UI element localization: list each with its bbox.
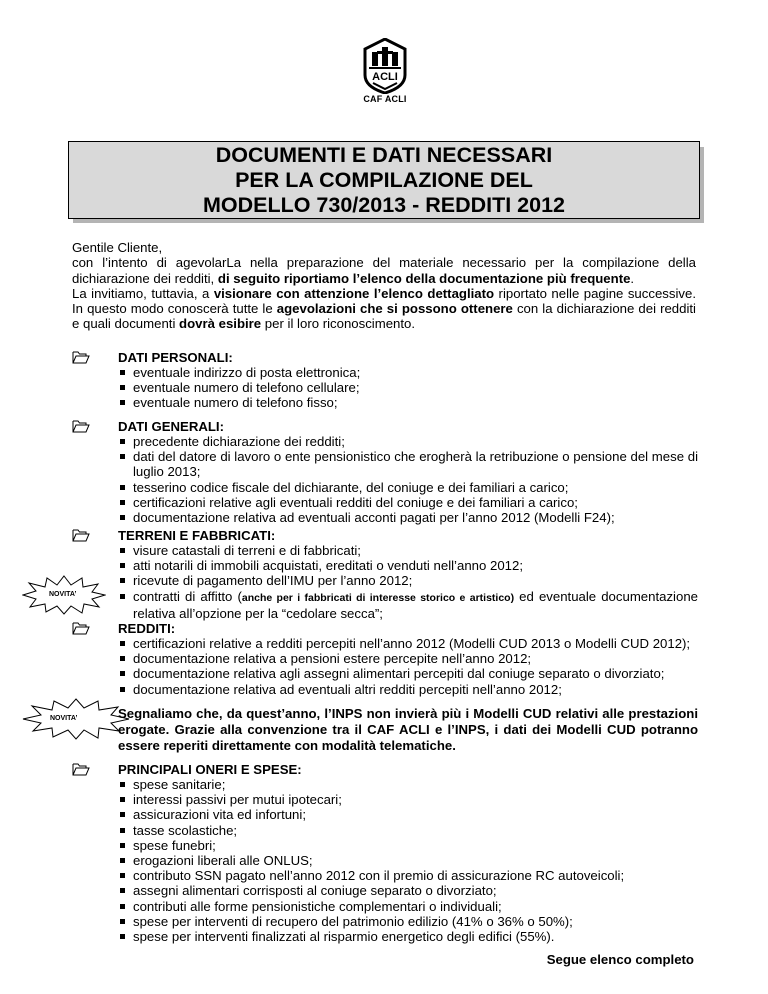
section-list: [118, 365, 698, 411]
list-item: tasse scolastiche;: [118, 823, 698, 838]
list-item: spese sanitarie;: [118, 777, 698, 792]
list-item: atti notarili di immobili acquistati, ereditati o venduti nell’anno 2012;: [118, 558, 698, 573]
acli-emblem-icon: [353, 38, 417, 94]
list-item: spese funebri;: [118, 838, 698, 853]
list-item: certificazioni relative agli eventuali redditi del coniuge e dei familiari a carico;: [118, 495, 698, 510]
caf-acli-logo: [353, 38, 417, 108]
list-item: tesserino codice fiscale del dichiarante, del coniuge e dei familiari a carico;: [118, 480, 698, 495]
intro-p2-emphasis-d: agevolazioni che si possono ottenere: [276, 301, 513, 317]
list-item: spese per interventi finalizzati al risparmio energetico degli edifici (55%).: [118, 929, 698, 944]
section-list: [118, 777, 698, 944]
folder-icon: [72, 762, 90, 776]
section-title: DATI PERSONALI:: [118, 350, 233, 365]
novita-label: NOVITA’: [49, 591, 77, 598]
svg-text:ACLI: ACLI: [372, 71, 398, 83]
list-item: certificazioni relative a redditi percepiti nell’anno 2012 (Modelli CUD 2013 o Modelli CUD 2012);: [118, 636, 698, 651]
folder-icon: [72, 621, 90, 635]
intro-p1-end: .: [630, 270, 635, 286]
intro-p2-emphasis-f: dovrà esibire: [179, 316, 262, 332]
logo-caption: CAF ACLI: [363, 94, 407, 104]
footer-note: Segue elenco completo: [546, 952, 694, 967]
list-item: ricevute di pagamento dell’IMU per l’anno 2012;: [118, 573, 698, 588]
section-title: PRINCIPALI ONERI E SPESE:: [118, 762, 302, 777]
item-text-a: contratti di affitto (: [133, 588, 242, 604]
list-item: interessi passivi per mutui ipotecari;: [118, 792, 698, 807]
intro-paragraph-2: [72, 286, 696, 332]
novita-badge-2: [22, 698, 130, 740]
list-item: contributo SSN pagato nell’anno 2012 con il premio di assicurazione RC autoveicoli;: [118, 868, 698, 883]
novita-badge-1: [22, 575, 106, 615]
intro-p2-emphasis-b: visionare con attenzione l’elenco dettagliato: [213, 285, 495, 301]
list-item: documentazione relativa ad eventuali altri redditi percepiti nell’anno 2012;: [118, 682, 698, 697]
item-text-c: ed eventuale documentazione relativa all’opzione per la “cedolare secca”;: [133, 588, 698, 621]
list-item: documentazione relativa agli assegni alimentari percepiti dal coniuge separato o divorziato;: [118, 666, 698, 681]
list-item: assicurazioni vita ed infortuni;: [118, 807, 698, 822]
list-item: contributi alle forme pensionistiche complementari o individuali;: [118, 899, 698, 914]
list-item: erogazioni liberali alle ONLUS;: [118, 853, 698, 868]
inps-note: Segnaliamo che, da quest’anno, l’INPS non invierà più i Modelli CUD relativi alle prestazioni erogate. Grazie alla convenzione tra il CAF ACLI e l’INPS, i dati dei Modelli CUD potranno essere reperiti direttamente con modalità telematiche.: [118, 706, 698, 753]
folder-icon: [72, 419, 90, 433]
list-item: documentazione relativa ad eventuali acconti pagati per l’anno 2012 (Modelli F24);: [118, 510, 698, 525]
list-item: eventuale numero di telefono cellulare;: [118, 380, 698, 395]
novita-label: NOVITA’: [50, 715, 78, 722]
folder-icon: [72, 350, 90, 364]
list-item: dati del datore di lavoro o ente pensionistico che erogherà la retribuzione o pensione del mese di luglio 2013;: [118, 449, 698, 479]
list-item: precedente dichiarazione dei redditi;: [118, 434, 698, 449]
list-item: assegni alimentari corrisposti al coniuge separato o divorziato;: [118, 883, 698, 898]
section-title: REDDITI:: [118, 621, 176, 636]
section-list: [118, 636, 698, 697]
title-line-2: PER LA COMPILAZIONE DEL: [235, 167, 533, 192]
section-list: [118, 434, 698, 525]
list-item: eventuale indirizzo di posta elettronica;: [118, 365, 698, 380]
list-item: [118, 589, 698, 621]
folder-icon: [72, 528, 90, 542]
list-item: visure catastali di terreni e di fabbricati;: [118, 543, 698, 558]
item-emphasis: anche per i fabbricati di interesse storico e artistico): [241, 591, 515, 604]
greeting: Gentile Cliente,: [72, 240, 163, 255]
list-item: spese per interventi di recupero del patrimonio edilizio (41% o 36% o 50%);: [118, 914, 698, 929]
list-item: eventuale numero di telefono fisso;: [118, 395, 698, 410]
intro-p1-text: con l’intento di agevolarLa nella preparazione del materiale necessario per la compilazione della dichiarazione dei redditi,: [72, 255, 696, 286]
title-line-1: DOCUMENTI E DATI NECESSARI: [215, 142, 553, 167]
intro-p2-text-e: con la dichiarazione dei redditi e quali documenti: [72, 301, 696, 332]
intro-p2-text-c: riportato nelle pagine successive. In questo modo conoscerà tutte le: [72, 285, 696, 317]
intro-p2-text-g: per il loro riconoscimento.: [261, 316, 416, 332]
section-title: TERRENI E FABBRICATI:: [118, 528, 276, 543]
list-item: documentazione relativa a pensioni estere percepite nell’anno 2012;: [118, 651, 698, 666]
section-list: [118, 543, 698, 621]
title-box: [68, 141, 700, 219]
intro-p1-emphasis: di seguito riportiamo l’elenco della documentazione più frequente: [217, 270, 631, 286]
intro-paragraph-1: [72, 255, 696, 286]
title-line-3: MODELLO 730/2013 - REDDITI 2012: [202, 192, 566, 217]
intro-text: [72, 240, 696, 332]
section-title: DATI GENERALI:: [118, 419, 224, 434]
intro-p2-text-a: La invitiamo, tuttavia, a: [72, 285, 214, 301]
